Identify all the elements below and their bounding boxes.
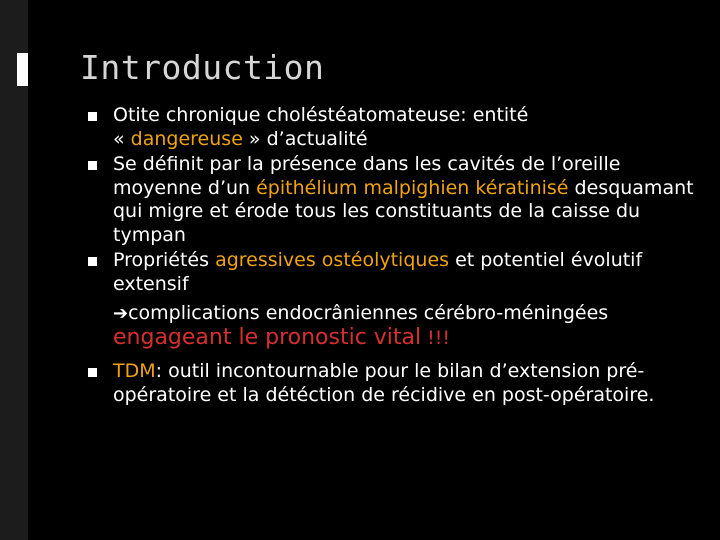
bullet-3-arrow-text: complications endocrâniennes cérébro-méningées	[128, 302, 609, 324]
bullet-4-highlight: TDM	[113, 360, 156, 382]
bullet-4	[86, 360, 701, 407]
bullet-3-emphasis: engageant le pronostic vital	[113, 324, 422, 350]
bullet-3-prefix: Propriétés	[113, 249, 216, 271]
bullet-1-highlight: dangereuse	[130, 127, 243, 150]
bullet-square-icon	[88, 112, 97, 121]
bullet-1-suffix: » d’actualité	[242, 127, 368, 150]
bullet-3-highlight: agressives ostéolytiques	[215, 249, 450, 271]
bullet-1-prefix: «	[113, 127, 131, 150]
bullet-2-prefix: Se définit par la présence dans les cavités de l’oreille moyenne d’un	[113, 153, 621, 199]
bullet-list	[86, 104, 701, 407]
bullet-4-suffix: : outil incontournable pour le bilan d’extension pré-opératoire et la détéction de récidive en post-opératoire.	[113, 360, 655, 406]
bullet-3	[86, 249, 701, 350]
bullet-square-icon	[88, 257, 97, 266]
title-accent-mark	[17, 53, 28, 86]
bullet-2	[86, 153, 701, 247]
bullet-3-suffix: et potentiel évolutif extensif	[113, 249, 643, 295]
bullet-3-emphasis-suffix: !!!	[421, 326, 451, 349]
bullet-3-arrow-line	[113, 302, 701, 350]
bullet-2-highlight: épithélium malpighien kératinisé	[256, 176, 569, 199]
bullet-square-icon	[88, 368, 97, 377]
bullet-square-icon	[88, 161, 97, 170]
bullet-1-line1: Otite chronique choléstéatomateuse: entité	[113, 104, 529, 126]
bullet-2-suffix: desquamant qui migre et érode tous les constituants de la caisse du tympan	[113, 176, 694, 246]
arrow-right-icon: ➔	[113, 303, 129, 324]
slide-title: Introduction	[80, 48, 325, 87]
bullet-1	[86, 104, 701, 151]
spacer	[86, 350, 701, 360]
